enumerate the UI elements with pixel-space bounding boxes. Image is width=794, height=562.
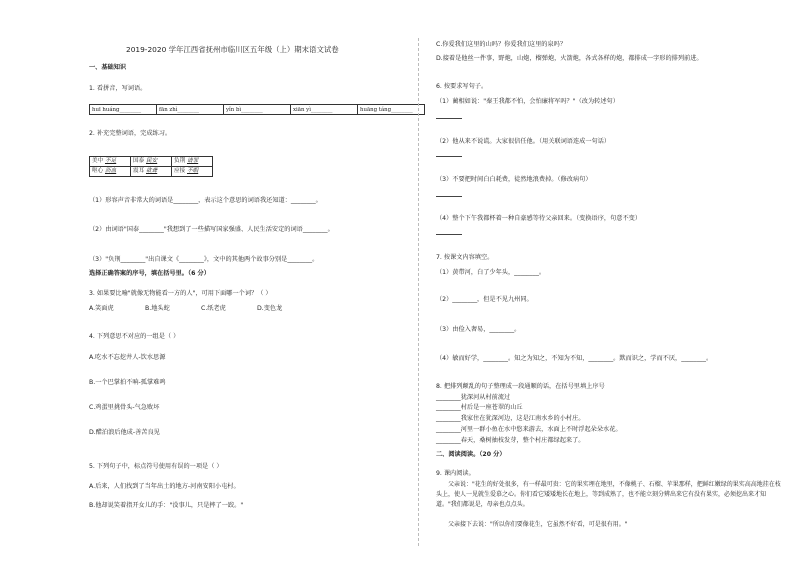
page-title: 2019-2020 学年江西省抚州市临川区五年级（上）期末语文试卷 (126, 45, 339, 54)
question-9: 9. 课内阅读。 (436, 470, 475, 477)
idiom-cell: 应接 不暇 (172, 167, 213, 177)
q5-option-a[interactable]: A.后来，人们找到了当年出土的地方-河南安阳小屯村。 (89, 483, 240, 490)
idiom-cell: 国泰 民安 (131, 157, 172, 167)
question-7-2: （2）________，但是不见九州同。 (436, 296, 533, 303)
question-4: 4. 下列意思不对应的一组是（ ） (89, 333, 180, 340)
answer-line[interactable] (436, 196, 462, 197)
q5-option-c[interactable]: C.你爱我们这里的山吗？你爱我们这里的泉吗？ (436, 41, 567, 48)
question-7-1: （1）黄带河，白了少年头，________。 (436, 269, 546, 276)
idiom-cell: 震耳 欲聋 (131, 167, 172, 177)
question-6: 6. 按要求写句子。 (436, 83, 488, 90)
question-6-4: （4）整个下午我都杯着一种自豪感等待父亲回来。（变换语序，句意不变） (436, 215, 642, 222)
reading-passage-paragraph: 父亲接下去说："所以你们要像花生，它虽然不好看，可是很有用。" (448, 521, 628, 528)
question-6-3: （3）不要把时间白白耗费，徒然地浪费掉。（修改病句） (436, 176, 592, 183)
answer-line[interactable] (436, 118, 462, 119)
pinyin-cell[interactable]: yǐn bì________ (224, 105, 291, 115)
q4-option-d[interactable]: D.醋泊浪后他成-善苦良见 (89, 429, 160, 436)
section-heading-reading: 二、阅读阅读。（20 分） (436, 451, 506, 458)
pinyin-cell[interactable]: huāng táng________ (358, 105, 425, 115)
q3-option-b[interactable]: B.地头蛇 (145, 305, 170, 312)
question-2-1: （1）形容声音非常大的词语是________，表示这个意思的词语我还知道：________。 (89, 197, 322, 204)
q5-option-b[interactable]: B.他却说笑着指开女儿的手："没事儿，只是摔了一跤。" (89, 502, 244, 509)
column-divider (418, 38, 419, 546)
q4-option-a[interactable]: A.吃水不忘挖井人-饮水思源 (89, 354, 166, 361)
choice-instruction: 选择正确答案的序号，填在括号里。（6 分） (89, 270, 210, 277)
answer-line[interactable] (436, 234, 462, 235)
q3-option-d[interactable]: D.变色龙 (257, 305, 283, 312)
reorder-item: ________犹深河从村前流过 (436, 394, 511, 401)
q4-option-b[interactable]: B.一个巴掌拍不响-孤掌难鸣 (89, 379, 166, 386)
question-7-3: （3）由俭入奢易，________。 (436, 326, 521, 333)
pinyin-table (89, 104, 425, 115)
pinyin-cell[interactable]: xiān yì________ (291, 105, 358, 115)
question-2-2: （2）由词语"国泰________"我想到了一些描写国家强盛、人民生活安定的词语________。 (89, 226, 334, 233)
question-7-4: （4）敏而好学，________。知之为知之，不知为不知，________。默而识之，学而不厌，________。 (436, 355, 713, 362)
answer-line[interactable] (436, 156, 462, 157)
question-6-1: （1）蔺相如说："秦王我都不怕，会怕廉将军吗？"（改为转述句） (436, 98, 619, 105)
question-3: 3. 如果要比喻"就像无物能看一方的人"，可用下面哪一个词？（ ） (89, 290, 272, 297)
q5-option-d[interactable]: D.接着是他丝一件事，野炮，山炮，榴弹炮，火箭炮，各式各样的炮，都排成一字形的排列前进。 (436, 55, 703, 62)
question-7: 7. 按课文内容填空。 (436, 254, 494, 261)
q3-option-c[interactable]: C.纸老虎 (201, 305, 226, 312)
reorder-item: ________春天，桑树抽枝发芽，整个村庄都绿起来了。 (436, 437, 585, 444)
idiom-cell: 负荆 请罪 (172, 157, 213, 167)
q4-option-c[interactable]: C.鸡蛋里挑骨头-气急败坏 (89, 404, 160, 411)
reading-passage-paragraph: 父亲说："花生的好处很多，有一样最可贵：它的果实埋在地里，不像桃子、石榴、苹果那样，把鲜红嫩绿的果实高高地挂在枝头上，使人一见就生爱慕之心。你们看它矮矮地长在地上，等到成熟了，也不能立刻分辨出来它有没有果实，必须挖出来才知道。"我们都说是，母亲也点点头。 (436, 481, 781, 508)
idiom-cell: 呕心 沥血 (90, 167, 131, 177)
idiom-table (89, 156, 213, 177)
reorder-item: ________我家住在犹深河边，这是江南水乡的小村庄。 (436, 415, 585, 422)
question-5: 5. 下列句子中，标点符号使用有误的一项是（ ） (89, 463, 223, 470)
idiom-cell: 美中 不足 (90, 157, 131, 167)
question-2-3: （3）"负荆________"出自课文《________》，文中的其他两个故事分别是________。 (89, 256, 319, 263)
question-6-2: （2）他从来不说谎。大家很信任他。（用关联词语连成一句话） (436, 138, 611, 145)
section-heading-basics: 一、基础知识 (89, 64, 127, 71)
reorder-item: ________村后是一座苍翠的山丘 (436, 404, 523, 411)
q3-option-a[interactable]: A.笑面虎 (89, 305, 114, 312)
reorder-item: ________河里一群小鱼在水中悠来游去，水面上不时浮起朵朵水花。 (436, 426, 622, 433)
pinyin-cell[interactable]: fān zhì________ (157, 105, 224, 115)
pinyin-cell[interactable]: huī huáng________ (90, 105, 157, 115)
question-1: 1. 看拼音，写词语。 (89, 85, 147, 92)
question-8: 8. 把排列颠乱的句子整理成一段通顺的话，在括号里填上序号 (436, 383, 605, 390)
question-2: 2. 补充完整词语，完成练习。 (89, 130, 172, 137)
